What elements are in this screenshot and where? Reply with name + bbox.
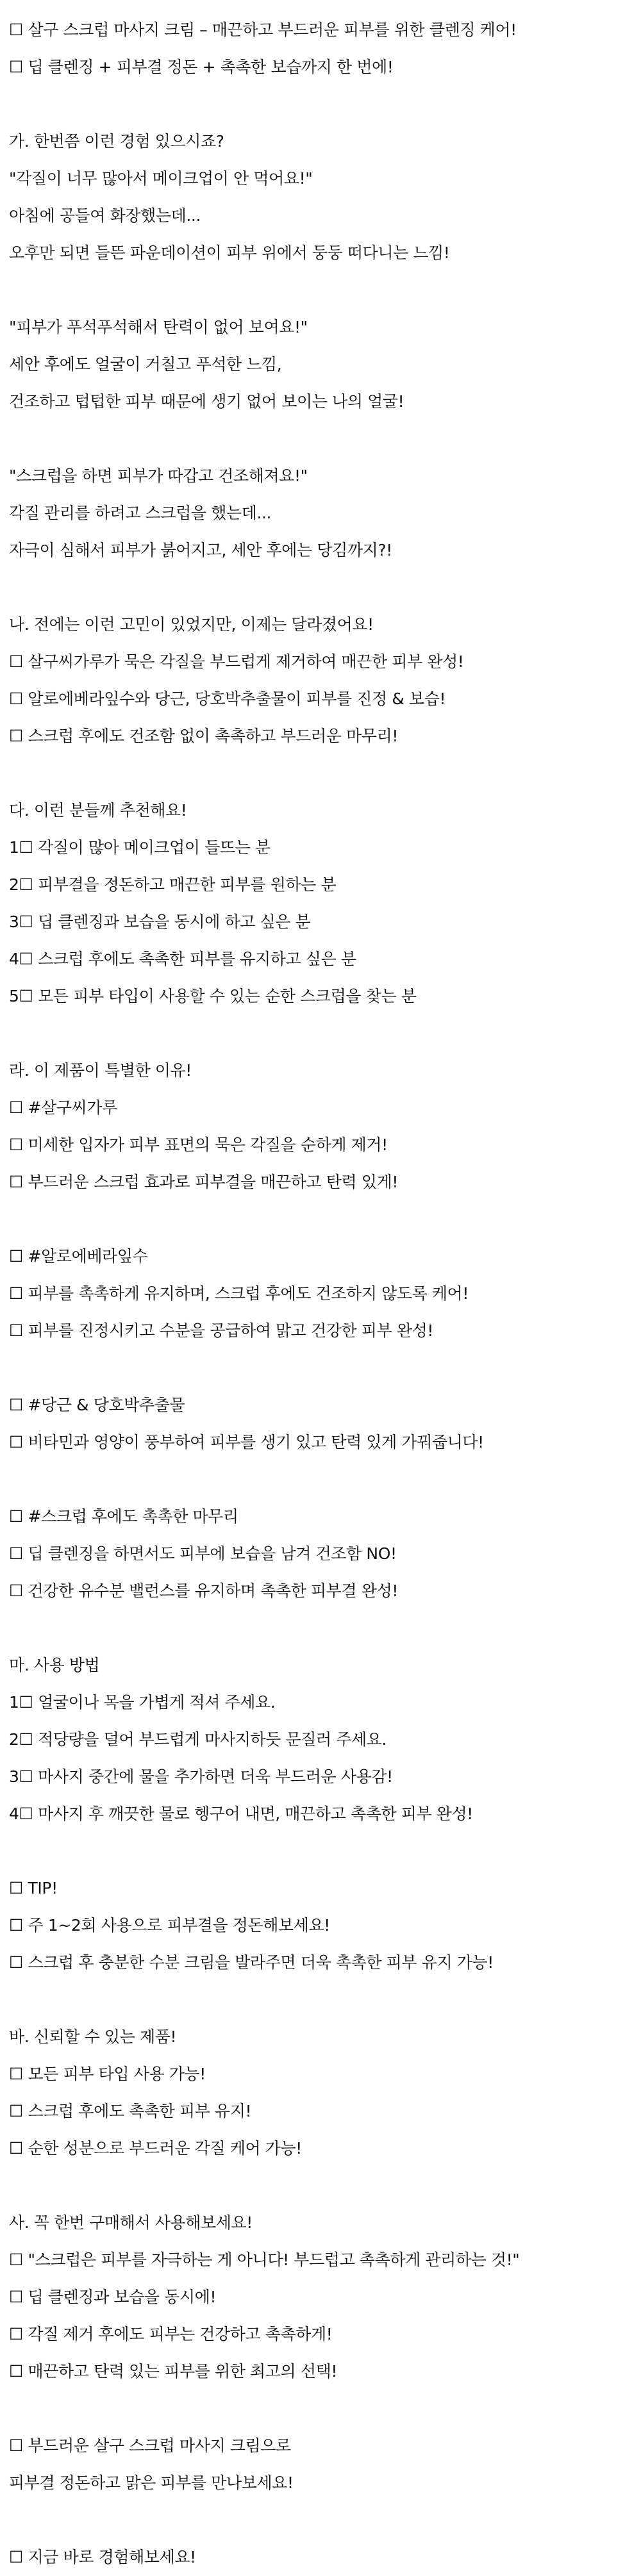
text-line: ☐ 지금 바로 경험해보세요!: [9, 2548, 196, 2566]
text-line: ☐ 주 1~2회 사용으로 피부결을 정돈해보세요!: [9, 1916, 330, 1935]
text-line: 3☐ 마사지 중간에 물을 추가하면 더욱 부드러운 사용감!: [9, 1767, 393, 1786]
text-line: 세안 후에도 얼굴이 거칠고 푸석한 느낌,: [9, 355, 282, 374]
text-line: ☐ TIP!: [9, 1879, 58, 1897]
paragraph-block: [9, 458, 641, 569]
paragraph-spacer: [9, 1015, 641, 1052]
text-line: ☐ 스크럽 후에도 건조함 없이 촉촉하고 부드러운 마무리!: [9, 727, 398, 745]
paragraph-block: [9, 606, 641, 755]
text-line: ☐ #당근 & 당호박추출물: [9, 1396, 185, 1414]
text-line: ☐ 스크럽 후 충분한 수분 크림을 발라주면 더욱 촉촉한 피부 유지 가능!: [9, 1953, 494, 1972]
text-line: ☐ 부드러운 스크럽 효과로 피부결을 매끈하고 탄력 있게!: [9, 1173, 398, 1191]
paragraph-spacer: [9, 420, 641, 458]
text-line: ☐ 순한 성분으로 부드러운 각질 케어 가능!: [9, 2139, 302, 2158]
text-line: ☐ 매끈하고 탄력 있는 피부를 위한 최고의 선택!: [9, 2362, 337, 2381]
text-line: 마. 사용 방법: [9, 1656, 100, 1674]
text-line: 4☐ 마사지 후 깨끗한 물로 헹구어 내면, 매끈하고 촉촉한 피부 완성!: [9, 1804, 473, 1823]
text-line: 5☐ 모든 피부 타입이 사용할 수 있는 순한 스크럽을 찾는 분: [9, 987, 417, 1005]
text-line: "스크럽을 하면 피부가 따갑고 건조해져요!": [9, 466, 308, 485]
paragraph-spacer: [9, 1350, 641, 1387]
paragraph-block: [9, 2204, 641, 2390]
paragraph-spacer: [9, 1461, 641, 1498]
text-line: ☐ 부드러운 살구 스크럽 마사지 크림으로: [9, 2436, 291, 2455]
paragraph-block: [9, 2427, 641, 2502]
paragraph-block: [9, 12, 641, 86]
text-line: ☐ 미세한 입자가 피부 표면의 묵은 각질을 순하게 제거!: [9, 1135, 388, 1154]
text-line: 아침에 공들여 화장했는데...: [9, 206, 201, 225]
text-line: 각질 관리를 하려고 스크럽을 했는데...: [9, 504, 272, 522]
text-line: "각질이 너무 많아서 메이크업이 안 먹어요!": [9, 169, 313, 188]
paragraph-spacer: [9, 272, 641, 309]
paragraph-spacer: [9, 1610, 641, 1647]
paragraph-block: [9, 1238, 641, 1350]
text-line: 3☐ 딥 클렌징과 보습을 동시에 하고 싶은 분: [9, 912, 311, 931]
paragraph-block: [9, 2019, 641, 2167]
text-line: 오후만 되면 들뜬 파운데이션이 피부 위에서 둥둥 떠다니는 느낌!: [9, 244, 450, 262]
paragraph-spacer: [9, 569, 641, 606]
paragraph-block: [9, 1498, 641, 1610]
paragraph-spacer: [9, 2390, 641, 2427]
text-line: 1☐ 각질이 많아 메이크업이 들뜨는 분: [9, 838, 271, 857]
paragraph-spacer: [9, 755, 641, 792]
text-line: 피부결 정돈하고 맑은 피부를 만나보세요!: [9, 2473, 294, 2492]
text-line: 다. 이런 분들께 추천해요!: [9, 801, 187, 820]
text-line: ☐ 비타민과 영양이 풍부하여 피부를 생기 있고 탄력 있게 가꿔줍니다!: [9, 1433, 484, 1451]
text-line: ☐ 각질 제거 후에도 피부는 건강하고 촉촉하게!: [9, 2325, 333, 2343]
paragraph-block: [9, 1647, 641, 1833]
text-line: 2☐ 피부결을 정돈하고 매끈한 피부를 원하는 분: [9, 875, 337, 894]
paragraph-spacer: [9, 1981, 641, 2019]
text-line: 가. 한번쯤 이런 경험 있으시죠?: [9, 132, 224, 151]
text-line: ☐ 피부를 촉촉하게 유지하며, 스크럽 후에도 건조하지 않도록 케어!: [9, 1284, 469, 1303]
text-line: ☐ 살구씨가루가 묵은 각질을 부드럽게 제거하여 매끈한 피부 완성!: [9, 652, 464, 671]
text-line: 2☐ 적당량을 덜어 부드럽게 마사지하듯 문질러 주세요.: [9, 1730, 387, 1749]
paragraph-block: [9, 2539, 641, 2576]
text-line: 사. 꼭 한번 구매해서 사용해보세요!: [9, 2213, 253, 2232]
paragraph-block: [9, 792, 641, 1015]
text-line: 자극이 심해서 피부가 붉어지고, 세안 후에는 당김까지?!: [9, 541, 392, 559]
text-line: ☐ 피부를 진정시키고 수분을 공급하여 맑고 건강한 피부 완성!: [9, 1321, 434, 1340]
paragraph-block: [9, 1870, 641, 1981]
paragraph-spacer: [9, 1201, 641, 1238]
paragraph-block: [9, 1387, 641, 1461]
text-line: 나. 전에는 이런 고민이 있었지만, 이제는 달라졌어요!: [9, 615, 374, 634]
text-line: ☐ 딥 클렌징 + 피부결 정돈 + 촉촉한 보습까지 한 번에!: [9, 58, 394, 76]
text-line: ☐ #알로에베라잎수: [9, 1247, 148, 1266]
text-line: ☐ 모든 피부 타입 사용 가능!: [9, 2065, 206, 2083]
paragraph-spacer: [9, 86, 641, 123]
text-line: ☐ 살구 스크럽 마사지 크림 – 매끈하고 부드러운 피부를 위한 클렌징 케어!: [9, 21, 517, 39]
paragraph-spacer: [9, 2167, 641, 2204]
text-line: "피부가 푸석푸석해서 탄력이 없어 보여요!": [9, 318, 308, 336]
text-line: ☐ 건강한 유수분 밸런스를 유지하며 촉촉한 피부결 완성!: [9, 1581, 398, 1600]
paragraph-block: [9, 309, 641, 420]
text-line: 바. 신뢰할 수 있는 제품!: [9, 2027, 177, 2046]
text-line: ☐ 스크럽 후에도 촉촉한 피부 유지!: [9, 2102, 252, 2120]
text-line: ☐ #스크럽 후에도 촉촉한 마무리: [9, 1507, 238, 1526]
text-line: 1☐ 얼굴이나 목을 가볍게 적셔 주세요.: [9, 1693, 276, 1712]
text-line: 건조하고 텁텁한 피부 때문에 생기 없어 보이는 나의 얼굴!: [9, 392, 404, 411]
paragraph-block: [9, 1052, 641, 1201]
text-line: 4☐ 스크럽 후에도 촉촉한 피부를 유지하고 싶은 분: [9, 950, 356, 968]
paragraph-block: [9, 123, 641, 272]
text-line: ☐ 딥 클렌징을 하면서도 피부에 보습을 남겨 건조함 NO!: [9, 1544, 397, 1563]
paragraph-spacer: [9, 1833, 641, 1870]
text-line: ☐ #살구씨가루: [9, 1098, 117, 1117]
text-line: ☐ "스크럽은 피부를 자극하는 게 아니다! 부드럽고 촉촉하게 관리하는 것!": [9, 2250, 520, 2269]
paragraph-spacer: [9, 2502, 641, 2539]
text-line: ☐ 알로에베라잎수와 당근, 당호박추출물이 피부를 진정 & 보습!: [9, 689, 446, 708]
text-line: 라. 이 제품이 특별한 이유!: [9, 1061, 192, 1080]
text-line: ☐ 딥 클렌징과 보습을 동시에!: [9, 2288, 217, 2306]
